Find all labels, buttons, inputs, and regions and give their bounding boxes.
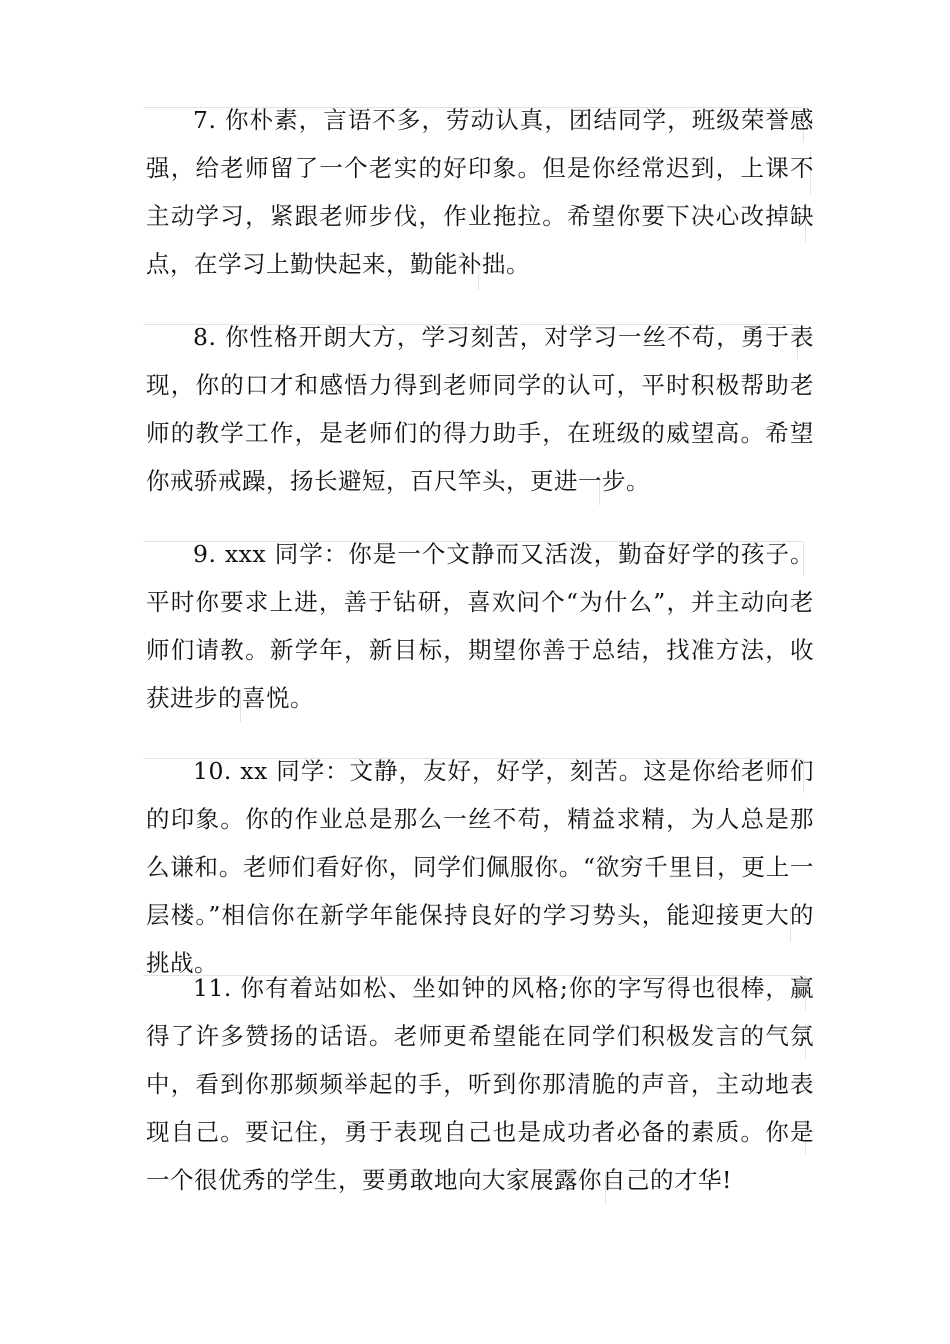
comment-paragraph-7: 7. 你朴素，言语不多，劳动认真，团结同学，班级荣誉感强，给老师留了一个老实的好印象。但是你经常迟到，上课不主动学习，紧跟老师步伐，作业拖拉。希望你要下决心改掉缺点，在学习上勤快起来，勤能补拙。: [146, 106, 814, 278]
comment-paragraph-11: 11. 你有着站如松、坐如钟的风格;你的字写得也很棒，赢得了许多赞扬的话语。老师更希望能在同学们积极发言的气氛中，看到你那频频举起的手，听到你那清脆的声音，主动地表现自己。要记住，勇于表现自己也是成功者必备的素质。你是一个很优秀的学生，要勇敢地向大家展露你自己的才华!: [146, 974, 814, 1194]
comment-paragraph-8: 8. 你性格开朗大方，学习刻苦，对学习一丝不苟，勇于表现，你的口才和感悟力得到老师同学的认可，平时积极帮助老师的教学工作，是老师们的得力助手，在班级的威望高。希望你戒骄戒躁，扬长避短，百尺竿头，更进一步。: [146, 323, 814, 495]
comment-paragraph-9: 9. xxx 同学：你是一个文静而又活泼，勤奋好学的孩子。平时你要求上进，善于钻研，喜欢问个“为什么”，并主动向老师们请教。新学年，新目标，期望你善于总结，找准方法，收获进步的喜悦。: [146, 540, 814, 712]
comment-paragraph-10: 10. xx 同学：文静，友好，好学，刻苦。这是你给老师们的印象。你的作业总是那么一丝不苟，精益求精，为人总是那么谦和。老师们看好你，同学们佩服你。“欲穷千里目，更上一层楼。”相信你在新学年能保持良好的学习势头，能迎接更大的挑战。: [146, 757, 814, 977]
